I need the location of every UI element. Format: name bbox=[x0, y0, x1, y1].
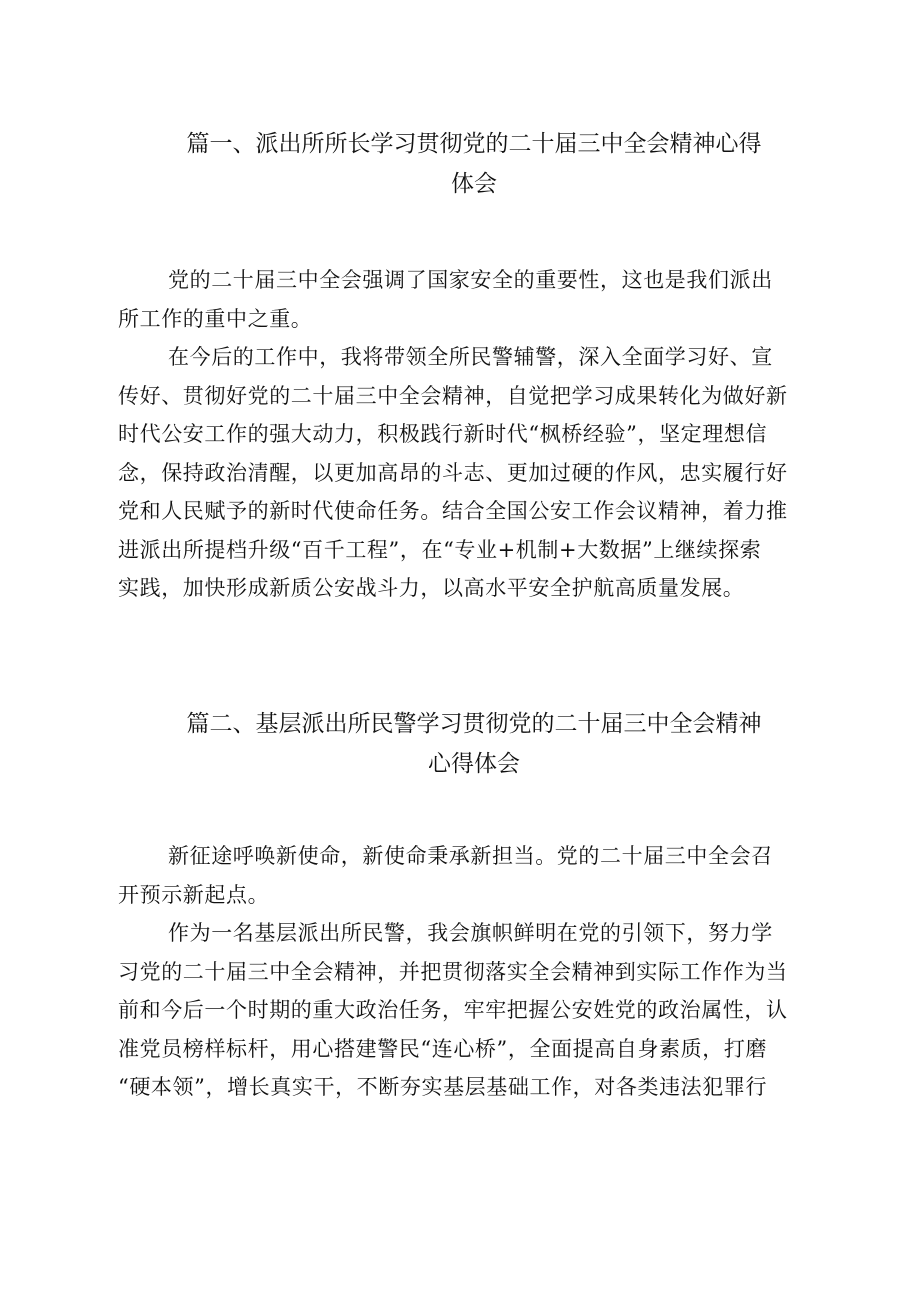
paragraph-line: “硬本领”，增长真实干，不断夯实基层基础工作，对各类违法犯罪行 bbox=[118, 1075, 768, 1099]
paragraph bbox=[118, 914, 830, 1107]
section-1 bbox=[118, 124, 830, 204]
section-2-body bbox=[118, 837, 830, 1107]
heading-line: 体会 bbox=[451, 171, 497, 197]
paragraph-line: 党的二十届三中全会强调了国家安全的重要性，这也是我们派出 bbox=[168, 268, 773, 292]
heading-line: 篇二、基层派出所民警学习贯彻党的二十届三中全会精神 bbox=[186, 711, 762, 737]
paragraph-line: 前和今后一个时期的重大政治任务，牢牢把握公安姓党的政治属性，认 bbox=[118, 998, 788, 1022]
paragraph-line: 习党的二十届三中全会精神，并把贯彻落实全会精神到实际工作作为当 bbox=[118, 959, 788, 984]
heading-line: 篇一、派出所所长学习贯彻党的二十届三中全会精神心得 bbox=[186, 131, 762, 157]
paragraph bbox=[118, 837, 830, 914]
section-2 bbox=[118, 704, 830, 784]
paragraph-line: 时代公安工作的强大动力，积极践行新时代“枫桥经验”，坚定理想信 bbox=[118, 422, 768, 446]
section-1-body bbox=[118, 261, 830, 608]
paragraph-line: 实践，加快形成新质公安战斗力，以高水平安全护航高质量发展。 bbox=[118, 576, 745, 600]
section-2-heading bbox=[118, 704, 830, 784]
paragraph-line: 在今后的工作中，我将带领全所民警辅警，深入全面学习好、宣 bbox=[168, 345, 773, 369]
paragraph-line: 传好、贯彻好党的二十届三中全会精神，自觉把学习成果转化为做好新 bbox=[118, 383, 788, 408]
paragraph-line: 党和人民赋予的新时代使命任务。结合全国公安工作会议精神，着力推 bbox=[118, 499, 788, 523]
paragraph-line: 作为一名基层派出所民警，我会旗帜鲜明在党的引领下，努力学 bbox=[168, 921, 773, 945]
paragraph-line: 准党员榜样标杆，用心搭建警民“连心桥”，全面提高自身素质，打磨 bbox=[118, 1036, 768, 1061]
paragraph-line: 进派出所提档升级“百千工程”，在“专业+机制+大数据”上继续探索 bbox=[118, 537, 762, 562]
paragraph-line: 新征途呼唤新使命，新使命秉承新担当。党的二十届三中全会召 bbox=[168, 844, 773, 868]
heading-line: 心得体会 bbox=[428, 751, 520, 777]
paragraph-line: 开预示新起点。 bbox=[118, 882, 270, 907]
paragraph bbox=[118, 261, 830, 338]
paragraph-line: 念，保持政治清醒，以更加高昂的斗志、更加过硬的作风，忠实履行好 bbox=[118, 460, 788, 485]
paragraph bbox=[118, 338, 830, 608]
section-1-heading bbox=[118, 124, 830, 204]
paragraph-line: 所工作的重中之重。 bbox=[118, 306, 313, 331]
